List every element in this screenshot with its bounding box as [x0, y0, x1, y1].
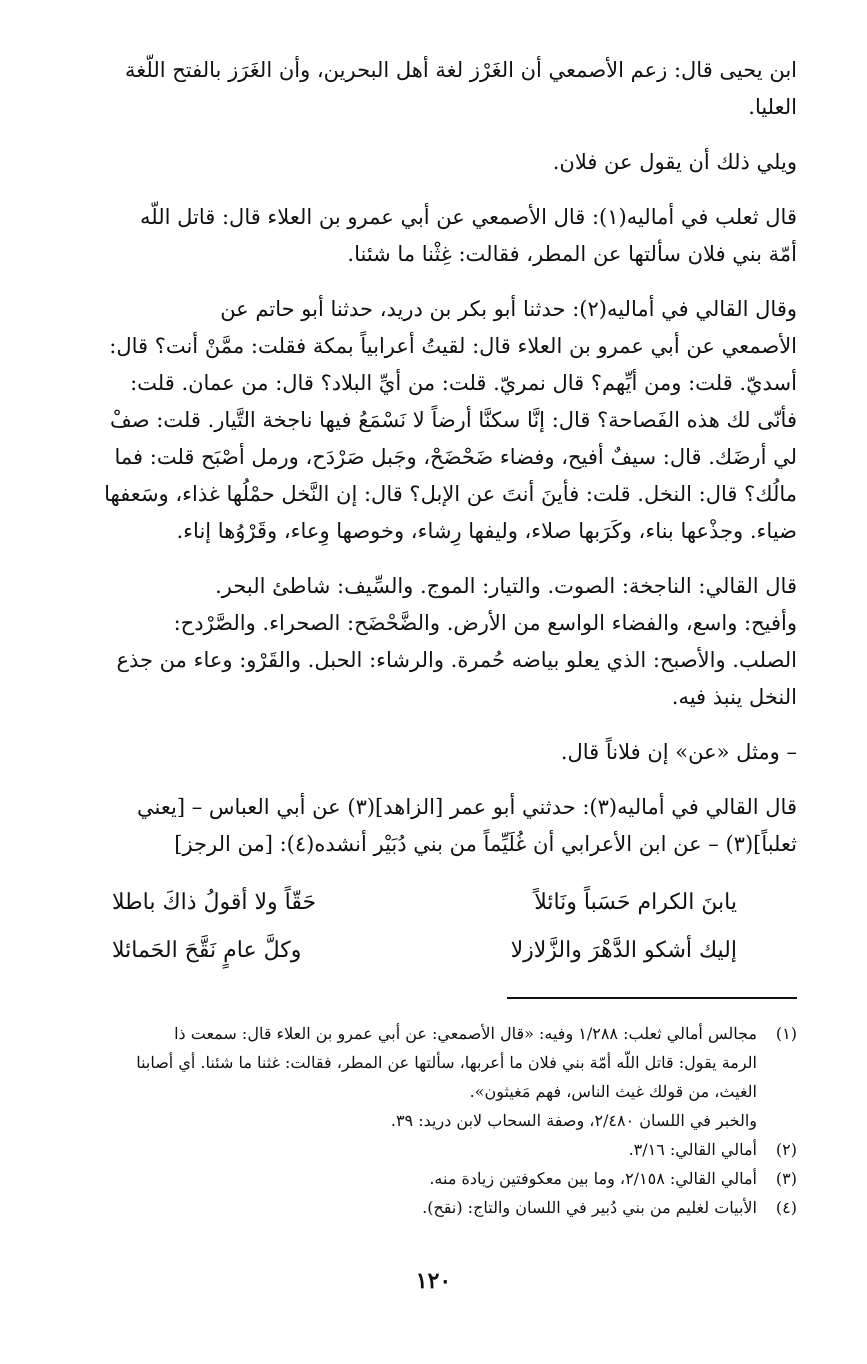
- footnote-line: [42, 1135, 797, 1164]
- footnote-text: الرمة يقول: قاتل اللّه أمّة بني فلان ما أعربها، سألتها عن المطر، فقالت: غثنا ما شئنا. أي أصابنا: [136, 1053, 757, 1072]
- text-line: ابن يحيى قال: زعم الأصمعي أن الغَرْز لغة أهل البحرين، وأن الغَرَز بالفتح اللّغة: [124, 58, 797, 82]
- footnote-text: والخبر في اللسان ٢/٤٨٠، وصفة السحاب لابن دريد: ٣٩.: [390, 1111, 757, 1130]
- footnote-line: [42, 1048, 797, 1077]
- footnote-text: مجالس أمالي ثعلب: ١/٢٨٨ وفيه: «قال الأصمعي: عن أبي عمرو بن العلاء قال: سمعت ذا: [174, 1024, 757, 1043]
- text-line: وأفيح: واسع، والفضاء الواسع من الأرض. والضَّحْضَح: الصحراء. والصَّرْدح:: [173, 611, 797, 635]
- footnote-line: [42, 1164, 797, 1193]
- text-line: ثعلباً](٣) – عن ابن الأعرابي أن غُلَيِّماً من بني دُبَيْر أنشده(٤): [من الرجز]: [174, 832, 797, 856]
- text-line: قال ثعلب في أماليه(١): قال الأصمعي عن أبي عمرو بن العلاء قال: قاتل اللّه: [140, 205, 797, 229]
- text-line: الصلب. والأصبح: الذي يعلو بياضه حُمرة. والرشاء: الحبل. والقَرْو: وعاء من جذع: [116, 648, 797, 672]
- paragraph: [42, 144, 797, 181]
- footnote-line: [42, 1019, 797, 1048]
- verse-first-hemistich: يابنَ الكرام حَسَباً ونَائلاً: [534, 890, 737, 915]
- text-line: ويلي ذلك أن يقول عن فلان.: [552, 150, 797, 174]
- paragraph: [42, 789, 797, 863]
- verse-second-hemistich: حَقّاً ولا أقولُ ذاكَ باطلا: [112, 890, 317, 915]
- footnote-text: الغيث، من قولك غيث الناس، فهم مَغيثون».: [469, 1082, 757, 1101]
- footnote-number: (١): [775, 1024, 797, 1043]
- footnotes: [42, 1019, 797, 1222]
- footnote-number: (٣): [775, 1169, 797, 1188]
- text-line: أسديّ. قلت: ومن أيِّهم؟ قال نمريّ. قلت: من أيِّ البلاد؟ قال: من عمان. قلت:: [130, 371, 797, 395]
- text-line: العليا.: [748, 95, 797, 119]
- text-line: قال القالي: الناجخة: الصوت. والتيار: الموج. والسِّيف: شاطئ البحر.: [215, 574, 797, 598]
- paragraph: [42, 291, 797, 550]
- paragraph: [42, 52, 797, 126]
- verse-second-hemistich: وكلَّ عامٍ نَقَّحَ الحَمائلا: [112, 938, 302, 963]
- text-line: النخل ينبذ فيه.: [671, 685, 797, 709]
- footnote-separator: [507, 997, 797, 999]
- footnote-line: [42, 1106, 797, 1135]
- verse-line: [42, 881, 797, 925]
- footnote-text: الأبيات لغليم من بني دُبير في اللسان والتاج: (نقح).: [422, 1198, 757, 1217]
- footnote-line: [42, 1193, 797, 1222]
- footnote-line: [42, 1077, 797, 1106]
- text-line: لي أرضَك. قال: سيفٌ أفيح، وفضاء ضَحْضَحْ، وجَبل صَرْدَح، ورمل أصْبَح قلت: فما: [114, 445, 797, 469]
- text-line: مالُك؟ قال: النخل. قلت: فأينَ أنتَ عن الإبل؟ قال: إن النَّخل حمْلُها غذاء، وسَعفها: [104, 482, 797, 506]
- text-line: فأنّى لك هذه الفَصاحة؟ قال: إنَّا سكنَّا أرضاً لا نَسْمَعُ فيها ناجخة التَّيار. قلت: صفْ: [109, 408, 797, 432]
- text-line: – ومثل «عن» إن فلاناً قال.: [560, 740, 797, 764]
- text-line: قال القالي في أماليه(٣): حدثني أبو عمر [الزاهد](٣) عن أبي العباس – [يعني: [137, 795, 797, 819]
- poem-verses: [42, 881, 797, 973]
- footnote-number: (٤): [775, 1198, 797, 1217]
- page-number: ١٢٠: [415, 1268, 452, 1294]
- paragraph: [42, 734, 797, 771]
- text-line: ضياء. وجذْعها بناء، وكَرَبها صلاء، وليفها رِشاء، وخوصها وِعاء، وقَرْوُها إناء.: [176, 519, 797, 543]
- body-text: [42, 52, 797, 863]
- footnote-number: (٢): [775, 1140, 797, 1159]
- verse-first-hemistich: إليك أشكو الدَّهْرَ والزَّلازلا: [510, 938, 737, 963]
- paragraph: [42, 568, 797, 716]
- text-line: وقال القالي في أماليه(٢): حدثنا أبو بكر بن دريد، حدثنا أبو حاتم عن: [220, 297, 797, 321]
- footnote-text: أمالي القالي: ٣/١٦.: [628, 1140, 757, 1159]
- footnote-text: أمالي القالي: ٢/١٥٨، وما بين معكوفتين زيادة منه.: [429, 1169, 757, 1188]
- verse-line: [42, 929, 797, 973]
- text-line: الأصمعي عن أبي عمرو بن العلاء قال: لقيتُ أعرابياً بمكة فقلت: ممَّنْ أنت؟ قال:: [109, 334, 797, 358]
- paragraph: [42, 199, 797, 273]
- text-line: أمّة بني فلان سألتها عن المطر، فقالت: غِثْنا ما شئنا.: [347, 242, 797, 266]
